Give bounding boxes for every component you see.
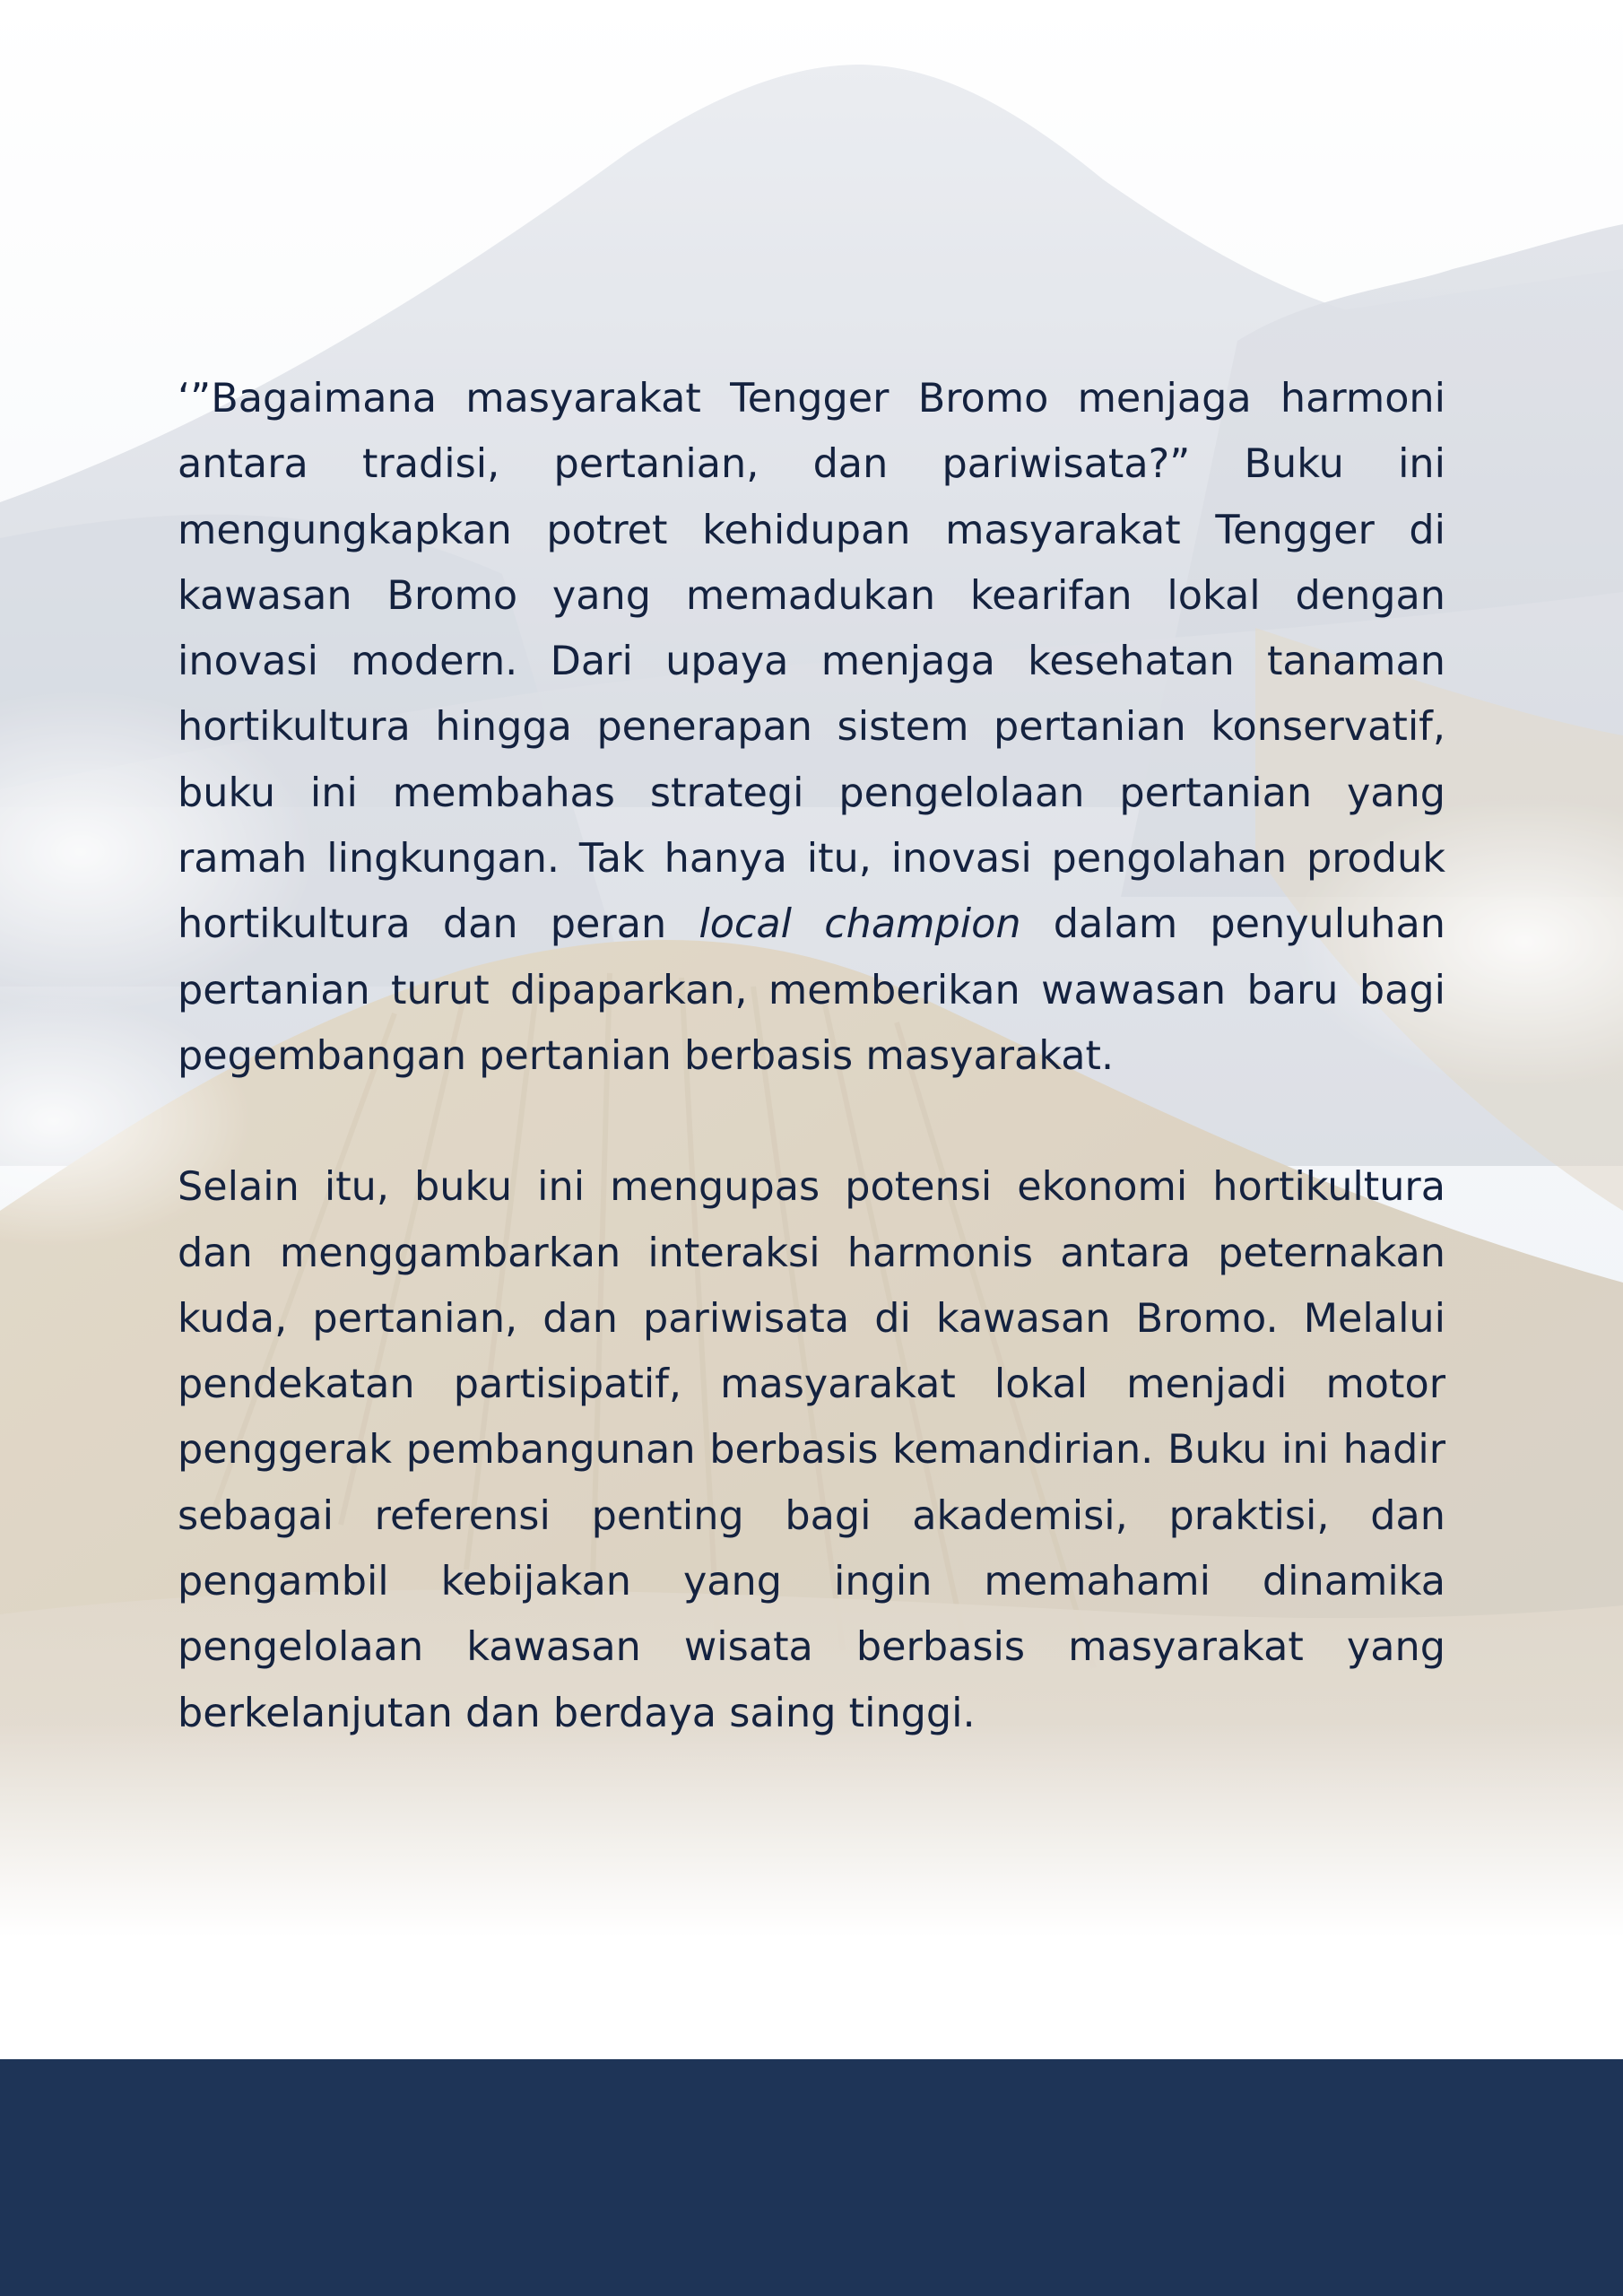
blurb-paragraph-2: Selain itu, buku ini mengupas potensi ekonomi hortikultura dan menggambarkan interaksi harmonis antara peternakan kuda, pertanian, dan pariwisata di kawasan Bromo. Melalui pendekatan partisipatif, masyarakat lokal menjadi motor penggerak pembangunan berbasis kemandirian. Buku ini hadir sebagai referensi penting bagi akademisi, praktisi, dan pengambil kebijakan yang ingin memahami dinamika pengelolaan kawasan wisata berbasis masyarakat yang berkelanjutan dan berdaya saing tinggi. (178, 1164, 1445, 1736)
blurb-paragraph-1 (178, 366, 1445, 1089)
footer-band (0, 2059, 1623, 2296)
blurb-p1-part2: dalam penyuluhan pertanian turut dipaparkan, memberikan wawasan baru bagi pegembangan pertanian berbasis masyarakat. (178, 901, 1445, 1079)
book-blurb (178, 366, 1445, 1746)
blurb-p1-italic-term: local champion (699, 901, 1021, 948)
blurb-p1-part1: ‘”Bagaimana masyarakat Tengger Bromo menjaga harmoni antara tradisi, pertanian, dan pariwisata?” Buku ini mengungkapkan potret kehidupan masyarakat Tengger di kawasan Bromo yang memadukan kearifan lokal dengan inovasi modern. Dari upaya menjaga kesehatan tanaman hortikultura hingga penerapan sistem pertanian konservatif, buku ini membahas strategi pengelolaan pertanian yang ramah lingkungan. Tak hanya itu, inovasi pengolahan produk hortikultura dan peran (178, 376, 1445, 948)
